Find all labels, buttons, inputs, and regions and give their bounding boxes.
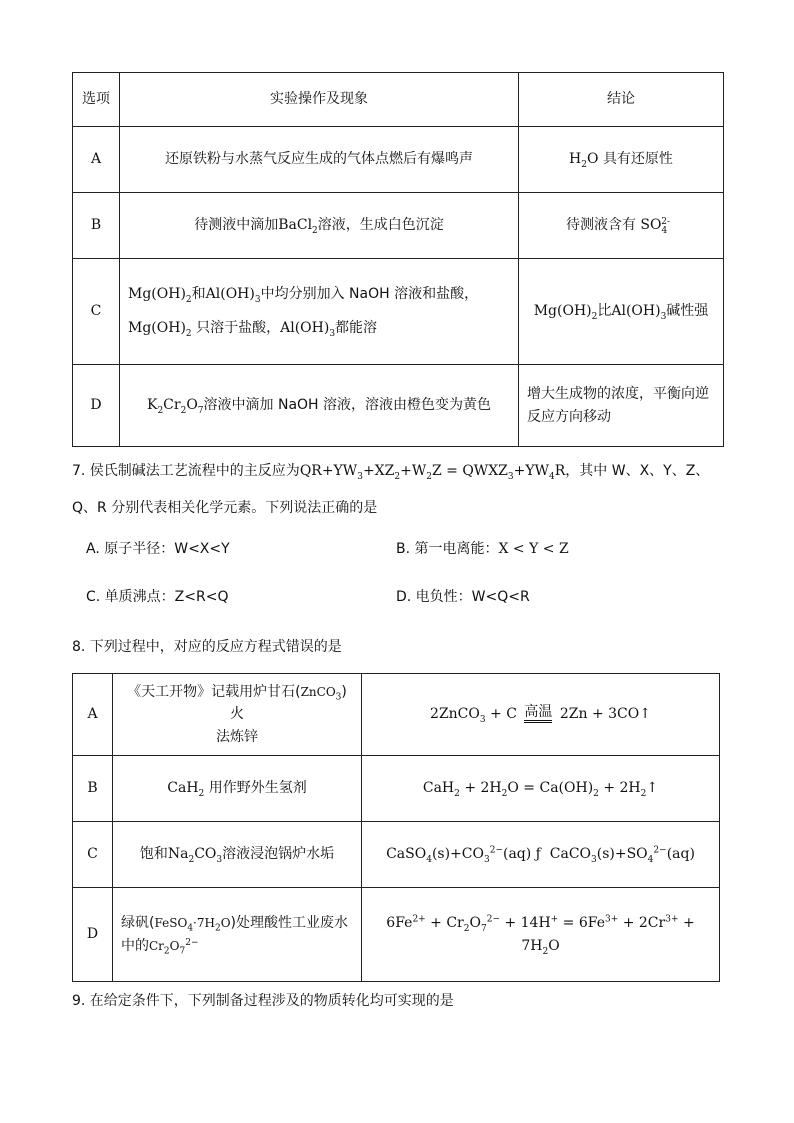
- table-row: [73, 193, 724, 259]
- row-equation: $CaH_2 + 2H_2O = Ca(OH)_2$ + $2H_2↑$: [362, 756, 720, 822]
- row-equation: $CaSO_4(s)+CO_3^{2-}(aq)$ ƒ $CaCO_3(s)+SO_4^{2-}(aq)$: [362, 822, 720, 888]
- table-row: [73, 127, 724, 193]
- table-row: [73, 756, 720, 822]
- row-conclusion: 增大生成物的浓度，平衡向逆反应方向移动: [519, 365, 724, 447]
- row-option: C: [73, 259, 120, 365]
- row-conclusion: $H_2O$ 具有还原性: [519, 127, 724, 193]
- row-operation: $K_2Cr_2O_7$溶液中滴加 NaOH 溶液，溶液由橙色变为黄色: [120, 365, 519, 447]
- row-conclusion: $Mg(OH)_2$比$Al(OH)_3$碱性强: [519, 259, 724, 365]
- row-description: 《天工开物》记载用炉甘石(ZnCO$_3$)火 法炼锌: [113, 674, 362, 756]
- table-row: [73, 674, 720, 756]
- table-row: [73, 888, 720, 982]
- header-option: 选项: [73, 73, 120, 127]
- row-description: CaH$_2$ 用作野外生氢剂: [113, 756, 362, 822]
- row-equation: $6Fe^{2+} + Cr_2O_7^{2-} + 14H^+ = 6Fe^{3+} + 2Cr^{3+} + 7H_2O$: [362, 888, 720, 982]
- header-operation: 实验操作及现象: [120, 73, 519, 127]
- row-conclusion: 待测液含有 $SO_4^{2-}$: [519, 193, 724, 259]
- table-header-row: [73, 73, 724, 127]
- question-8-stem: 8. 下列过程中，对应的反应方程式错误的是: [72, 639, 342, 655]
- row-option: B: [73, 193, 120, 259]
- row-option: A: [73, 127, 120, 193]
- row-operation: 待测液中滴加BaCl$_2$溶液，生成白色沉淀: [120, 193, 519, 259]
- row-equation: 2ZnCO$_3$ + C 高温 2Zn + 3CO↑: [362, 674, 720, 756]
- table-row: [73, 365, 724, 447]
- table-row: [73, 259, 724, 365]
- q7-option-a[interactable]: A. 原子半径：W<X<Y: [86, 541, 230, 557]
- table-row: [73, 822, 720, 888]
- row-option: D: [73, 365, 120, 447]
- q7-option-d[interactable]: D. 电负性：W<Q<R: [396, 589, 530, 605]
- question-9-stem: 9. 在给定条件下，下列制备过程涉及的物质转化均可实现的是: [72, 993, 454, 1009]
- row-operation: $Mg(OH)_2$和$Al(OH)_3$中均分别加入 NaOH 溶液和盐酸， $Mg(OH)_2$ 只溶于盐酸，$Al(OH)_3$都能溶: [120, 259, 519, 365]
- q7-option-b[interactable]: B. 第一电离能：X < Y < Z: [396, 541, 569, 557]
- row-description: 饱和$Na_2CO_3$溶液浸泡锅炉水垢: [113, 822, 362, 888]
- row-description: 绿矾$(FeSO_4\cdot 7H_2O)$处理酸性工业废水 中的$Cr_2O_7^{2-}$: [113, 888, 362, 982]
- reaction-table: [72, 673, 720, 982]
- question-7-line1: 7. 侯氏制碱法工艺流程中的主反应为$QR+YW_3+XZ_2+W_2Z$ = $QWXZ_3+YW_4R$，其中 W、X、Y、Z、: [72, 463, 710, 482]
- header-conclusion: 结论: [519, 73, 724, 127]
- q7-option-c[interactable]: C. 单质沸点：Z<R<Q: [86, 589, 229, 605]
- row-option: B: [73, 756, 113, 822]
- experiment-table: [72, 72, 724, 447]
- row-option: D: [73, 888, 113, 982]
- question-7-line2: Q、R 分别代表相关化学元素。下列说法正确的是: [72, 500, 378, 516]
- row-option: C: [73, 822, 113, 888]
- row-operation: 还原铁粉与水蒸气反应生成的气体点燃后有爆鸣声: [120, 127, 519, 193]
- row-option: A: [73, 674, 113, 756]
